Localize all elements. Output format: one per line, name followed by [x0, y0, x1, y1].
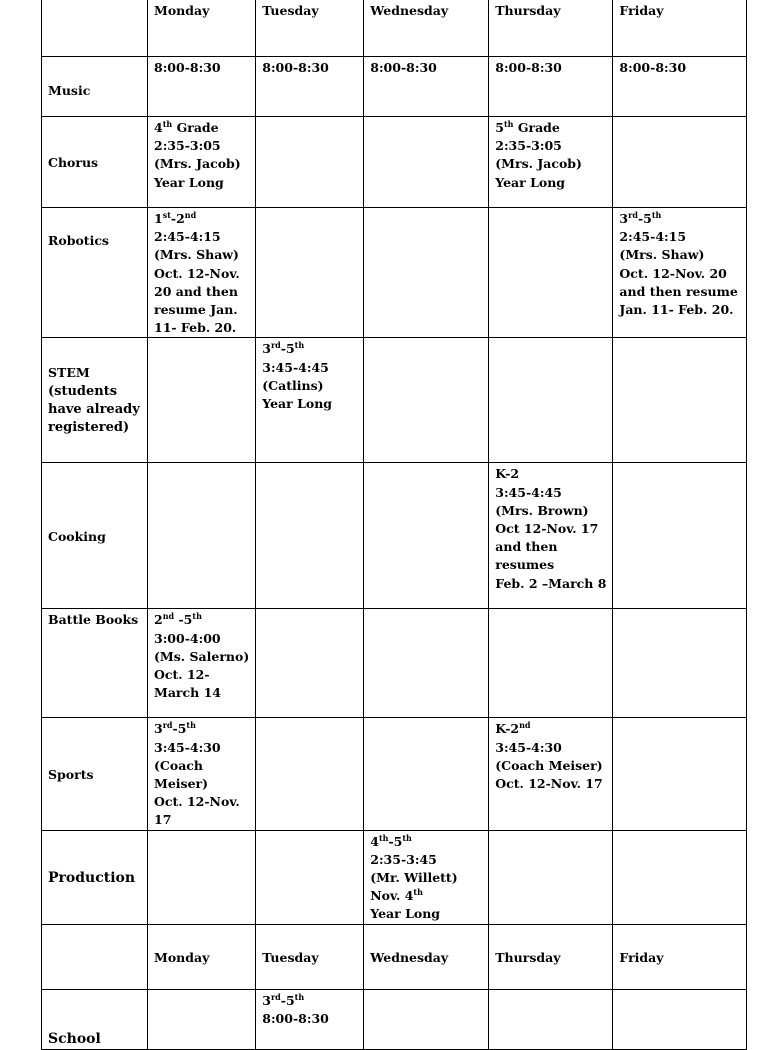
row-school — [42, 989, 747, 1049]
cell-production-friday — [613, 830, 747, 924]
cell-line — [262, 340, 357, 358]
cell-line-text: 3 — [619, 211, 629, 226]
ordinal-suffix: th — [378, 832, 389, 843]
cell-line: 2:35-3:45 — [370, 851, 437, 867]
cell-line-text: 1 — [154, 211, 163, 226]
cell-line: 2:35-3:05 — [154, 138, 221, 154]
cell-production-wednesday — [364, 830, 489, 924]
day-header-tuesday: Tuesday — [256, 0, 364, 57]
cell-line — [619, 210, 740, 228]
cell-line — [154, 119, 249, 137]
cell-line: 3:45-4:30 — [154, 739, 221, 755]
cell-sports-thursday — [489, 718, 613, 830]
cell-stem-thursday — [489, 338, 613, 463]
activity-name: Cooking — [48, 528, 106, 544]
cell-sports-wednesday — [364, 718, 489, 830]
cell-line: 8:00-8:30 — [495, 60, 562, 75]
cell-chorus-friday — [613, 117, 747, 208]
cell-line-text: -5 — [280, 341, 295, 357]
cell-line: Year Long — [154, 174, 224, 190]
cell-line: Meiser) — [154, 776, 209, 792]
cell-cooking-friday — [613, 463, 747, 609]
activity-name: Chorus — [48, 154, 99, 170]
cell-line-text: 3 — [262, 341, 271, 357]
cell-chorus-thursday — [489, 117, 613, 208]
cell-line-text: 3 — [154, 721, 163, 737]
cell-line — [154, 720, 249, 738]
activity-name: Battle Books — [48, 612, 139, 628]
cell-line: 17 — [154, 812, 172, 828]
cell-line-text: K-2 — [495, 721, 520, 737]
activity-label-battle-books — [42, 609, 148, 718]
cell-line — [495, 119, 606, 137]
cell-line: 20 and then — [154, 283, 238, 299]
day-header-monday: Monday — [148, 0, 256, 57]
cell-chorus-tuesday — [256, 117, 364, 208]
cell-line: Feb. 2 –March 8 — [495, 575, 607, 591]
ordinal-suffix: nd — [162, 611, 175, 622]
activity-label-robotics — [42, 208, 148, 338]
cell-line: March 14 — [154, 685, 221, 701]
cell-line: 2:45-4:15 — [619, 229, 687, 245]
cell-music-friday — [613, 57, 747, 117]
cell-stem-wednesday — [364, 338, 489, 463]
cell-line-text: -5 — [172, 721, 187, 737]
cell-cooking-monday — [148, 463, 256, 609]
cell-chorus-monday — [148, 117, 256, 208]
corner-cell — [42, 0, 148, 57]
cell-line: 3:45-4:45 — [262, 359, 329, 375]
activity-name: School — [48, 1031, 101, 1048]
day-header-thursday: Thursday — [489, 0, 613, 57]
cell-line — [262, 992, 357, 1010]
cell-line: (Catlins) — [262, 377, 324, 393]
cell-line: 3:45-4:45 — [495, 484, 562, 500]
cell-line: (Mrs. Shaw) — [154, 247, 239, 263]
row-battle-books — [42, 609, 747, 718]
cell-line-text: -2 — [170, 211, 185, 226]
row-stem — [42, 338, 747, 463]
cell-line: 3:00-4:00 — [154, 630, 221, 646]
ordinal-suffix: th — [294, 991, 305, 1002]
day-header-friday: Friday — [613, 0, 747, 57]
activity-label-school — [42, 989, 148, 1049]
cell-line-text: 5 — [495, 120, 504, 135]
ordinal-suffix: th — [402, 832, 412, 843]
cell-line-text: 4 — [370, 833, 379, 849]
activity-note-line: have already — [48, 401, 140, 417]
cell-line: Year Long — [370, 906, 441, 922]
cell-line: (Mrs. Jacob) — [154, 156, 241, 172]
cell-battle-books-thursday — [489, 609, 613, 718]
cell-robotics-thursday — [489, 208, 613, 338]
cell-line: (Coach — [154, 757, 203, 773]
cell-robotics-tuesday — [256, 208, 364, 338]
cell-sports-monday — [148, 718, 256, 830]
cell-line: 2:45-4:15 — [154, 229, 221, 245]
row-cooking — [42, 463, 747, 609]
cell-school-tuesday — [256, 989, 364, 1049]
cell-cooking-thursday — [489, 463, 613, 609]
activity-label-sports — [42, 718, 148, 830]
ordinal-suffix: th — [162, 119, 173, 129]
cell-line: Jan. 11- Feb. 20. — [619, 302, 734, 318]
cell-line: resume Jan. — [154, 302, 238, 318]
activity-label-stem — [42, 338, 148, 463]
cell-robotics-friday — [613, 208, 747, 338]
cell-robotics-wednesday — [364, 208, 489, 338]
ordinal-suffix: th — [192, 611, 202, 622]
activity-label-cooking — [42, 463, 148, 609]
cell-line: Oct. 12-Nov. 17 — [495, 776, 603, 792]
cell-line: Oct 12-Nov. 17 — [495, 521, 599, 537]
cell-line: Year Long — [262, 396, 333, 412]
cell-line: 8:00-8:30 — [262, 60, 329, 75]
cell-production-tuesday — [256, 830, 364, 924]
cell-line-text: -5 — [174, 612, 193, 628]
cell-music-monday — [148, 57, 256, 117]
cell-line: 8:00-8:30 — [262, 1010, 329, 1026]
day-header-tuesday-2: Tuesday — [256, 924, 364, 989]
ordinal-suffix: th — [294, 340, 305, 351]
cell-cooking-tuesday — [256, 463, 364, 609]
cell-line: 8:00-8:30 — [370, 60, 437, 75]
cell-line — [370, 833, 482, 851]
cell-sports-friday — [613, 718, 747, 830]
activity-label-chorus — [42, 117, 148, 208]
ordinal-suffix: nd — [184, 210, 197, 220]
cell-music-thursday — [489, 57, 613, 117]
cell-line-text: -5 — [388, 833, 403, 849]
cell-line: 11- Feb. 20. — [154, 320, 237, 336]
row-chorus — [42, 117, 747, 208]
cell-school-wednesday — [364, 989, 489, 1049]
cell-line: Year Long — [495, 174, 566, 190]
cell-sports-tuesday — [256, 718, 364, 830]
cell-line — [495, 720, 606, 738]
ordinal-suffix: th — [413, 887, 423, 898]
cell-line-text: Grade — [172, 120, 219, 135]
activity-name: Sports — [48, 766, 94, 782]
ordinal-suffix: rd — [162, 720, 173, 731]
day-header-wednesday: Wednesday — [364, 0, 489, 57]
cell-line-text: -5 — [280, 992, 295, 1008]
cell-battle-books-friday — [613, 609, 747, 718]
day-header-friday-2: Friday — [613, 924, 747, 989]
cell-line-text: Grade — [513, 120, 560, 135]
cell-line: Oct. 12- — [154, 667, 210, 683]
cell-music-tuesday — [256, 57, 364, 117]
ordinal-suffix: th — [651, 210, 662, 220]
ordinal-suffix: st — [162, 210, 171, 220]
cell-line: (Mrs. Jacob) — [495, 156, 582, 172]
activity-name: Music — [48, 83, 91, 99]
cell-line: Oct. 12-Nov. 20 — [619, 265, 727, 281]
cell-stem-monday — [148, 338, 256, 463]
cell-line-text: 3 — [262, 992, 271, 1008]
activity-name: Production — [48, 870, 136, 887]
cell-battle-books-monday — [148, 609, 256, 718]
header-row-bottom — [42, 924, 747, 989]
cell-school-friday — [613, 989, 747, 1049]
ordinal-suffix: th — [503, 119, 514, 129]
header-row-top — [42, 0, 747, 57]
cell-line — [154, 210, 249, 228]
activity-name: Robotics — [48, 233, 109, 248]
cell-school-monday — [148, 989, 256, 1049]
cell-battle-books-wednesday — [364, 609, 489, 718]
cell-line: and then resume — [619, 283, 738, 299]
cell-school-thursday — [489, 989, 613, 1049]
cell-line: Oct. 12-Nov. — [154, 265, 240, 281]
cell-music-wednesday — [364, 57, 489, 117]
activity-note-line: registered) — [48, 419, 130, 435]
day-header-wednesday-2: Wednesday — [364, 924, 489, 989]
cell-cooking-wednesday — [364, 463, 489, 609]
cell-battle-books-tuesday — [256, 609, 364, 718]
schedule-table — [41, 0, 747, 1050]
cell-line: 8:00-8:30 — [619, 60, 687, 75]
cell-line — [154, 611, 249, 629]
cell-stem-tuesday — [256, 338, 364, 463]
cell-line: (Mr. Willett) — [370, 870, 458, 886]
row-production — [42, 830, 747, 924]
day-header-monday-2: Monday — [148, 924, 256, 989]
cell-production-monday — [148, 830, 256, 924]
cell-line: (Coach Meiser) — [495, 757, 603, 773]
cell-line: (Mrs. Shaw) — [619, 247, 705, 263]
cell-line-text: 4 — [154, 120, 163, 135]
row-music — [42, 57, 747, 117]
activity-label-music — [42, 57, 148, 117]
cell-line: and then — [495, 539, 558, 555]
cell-line-text: -5 — [637, 211, 652, 226]
cell-line-text: Nov. 4 — [370, 888, 414, 904]
activity-note-line: (students — [48, 383, 118, 399]
cell-line: resumes — [495, 557, 555, 573]
cell-production-thursday — [489, 830, 613, 924]
day-header-thursday-2: Thursday — [489, 924, 613, 989]
ordinal-suffix: nd — [519, 720, 531, 731]
cell-line: 3:45-4:30 — [495, 739, 562, 755]
cell-line: Oct. 12-Nov. — [154, 794, 240, 810]
cell-line: (Ms. Salerno) — [154, 648, 250, 664]
cell-line: 2:35-3:05 — [495, 138, 562, 154]
cell-line — [370, 887, 482, 905]
ordinal-suffix: rd — [270, 340, 281, 351]
cell-chorus-wednesday — [364, 117, 489, 208]
ordinal-suffix: rd — [628, 210, 638, 220]
ordinal-suffix: th — [186, 720, 196, 731]
cell-robotics-monday — [148, 208, 256, 338]
row-sports — [42, 718, 747, 830]
corner-cell-bottom — [42, 924, 148, 989]
cell-line: (Mrs. Brown) — [495, 502, 589, 518]
activity-name: STEM — [48, 365, 90, 381]
cell-line: 8:00-8:30 — [154, 60, 221, 75]
cell-stem-friday — [613, 338, 747, 463]
row-robotics — [42, 208, 747, 338]
ordinal-suffix: rd — [270, 991, 281, 1002]
cell-line: K-2 — [495, 466, 520, 482]
cell-line-text: 2 — [154, 612, 163, 628]
activity-label-production — [42, 830, 148, 924]
